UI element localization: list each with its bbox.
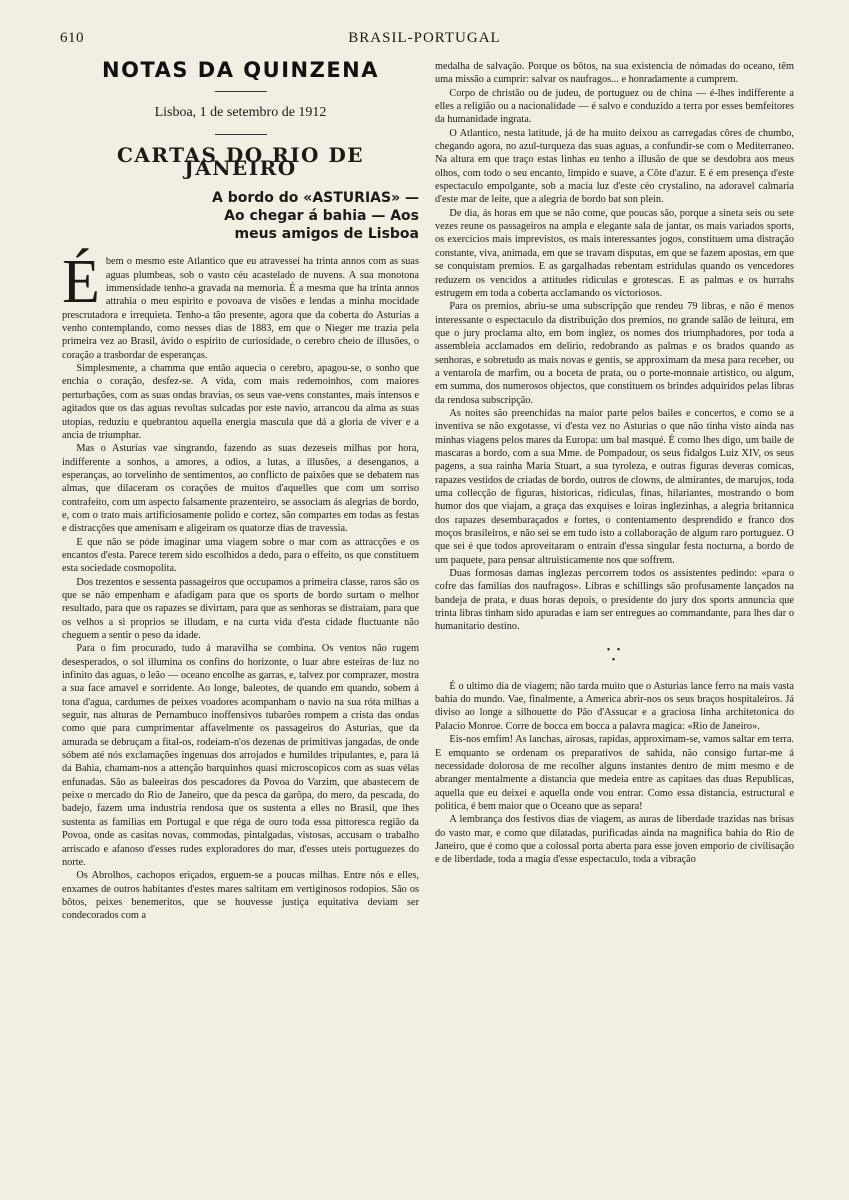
- paragraph: Corpo de christão ou de judeu, de portuguez ou de china — é-lhes indifferente a elles a religião ou a nacionalidade — é salvo e conduzido a terra por esses bemfeitores da humanidade ingrata.: [435, 87, 794, 126]
- subtitle-line: Ao chegar á bahia — Aos: [224, 208, 419, 225]
- left-column: [62, 60, 419, 923]
- paragraph: Simplesmente, a chamma que então aquecia o cerebro, apagou-se, o sonho que enchia o coração, desfez-se. A vida, com mais redemoinhos, com maiores perturbações, com as suas ondas bravias, os seus vae-vens constantes, mais intensos e agitados que os das aguas revoltas sulcadas por este navio, arrancou da alma as suas utopias, reduziu e quebrantou aquella energia mascula que dá a gloria de viver e a ancia de triumphar.: [62, 363, 419, 441]
- dateline: Lisboa, 1 de setembro de 1912: [154, 105, 327, 121]
- paragraph: Dos trezentos e sessenta passageiros que occupamos a primeira classe, raros são os que se não empenham e afadigam para que os sports de bordo surtam o melhor resultado, para que os rapazes se divirtam, para que as senhoras se distraiam, para que os velhos a si proprios se illudam, e na curta vida d'esta cidade fluctuante não cheguem a sentir o peso da idade.: [62, 576, 419, 641]
- paragraph: Duas formosas damas inglezas percorrem todos os assistentes pedindo: «para o cofre das familias dos naufragos». Libras e schillings são profusamente lançados na bandeja de prata, e duas horas depois, o presidente do jury dos sports annuncia que trinta libras tinham sido apuradas e iam ser entregues ao commandante, para lhes dar o humanitario destino.: [435, 568, 794, 633]
- drop-cap: É: [62, 248, 100, 317]
- subtitle-line: meus amigos de Lisboa: [234, 226, 419, 243]
- paragraph: Eis-nos emfim! As lanchas, airosas, rapidas, approximam-se, vamos saltar em terra. E emquanto se ordenam os preparativos de sahida, não consigo furtar-me á necessidade dolorosa de me recolher alguns instantes dentro de mim mesmo e de abranger mentalmente a distancia que medeia entre as capitaes das duas Republicas, aquella que eu deixei e aquella onde vou entrar. Como essa distancia, estructural e politica, é bem maior que o Oceano que as separa!: [435, 734, 794, 812]
- paragraph: [62, 248, 419, 362]
- subtitle-line: A bordo do «ASTURIAS» —: [212, 190, 419, 207]
- paragraph: Para os premios, abriu-se uma subscripção que rendeu 79 libras, e não é menos interessante o espectaculo da distribuição dos premios, no grande salão de leitura, em que o jury proclama alto, em bom inglez, os nomes dos triumphadores, por toda a assembleia acclamados em delirio, redobrando as palmas e os brados quando as senhoras, e sobretudo as mais novas e gentis, se approximam da mesa para receber, ou a ventarola de marfim, ou a boceta de prata, ou o porte-monnaie artistico, ou algum, em summa, dos numerosos objectos, que constituem os brindes adquiridos pelas libras da rendosa subscripção.: [435, 301, 794, 406]
- paragraph: E que não se póde imaginar uma viagem sobre o mar com as attracções e os encantos d'esta. Parece terem sido escolhidos a dedo, para o effeito, os que constituem esta sociedade cosmopolita.: [62, 536, 419, 575]
- paragraph: É o ultimo dia de viagem; não tarda muito que o Asturias lance ferro na mais vasta bahia do mundo. Vae, finalmente, a America abrir-nos os seus braços hospitaleiros. Já diviso ao longe a silhouette do Pão d'Assucar e a graciosa linha architetonica do Palacio Monroe. Corre de bocca em bocca a palavra magica: «Rio de Janeiro».: [435, 680, 794, 732]
- paragraph: A lembrança dos festivos dias de viagem, as auras de liberdade trazidas nas brisas do vasto mar, e como que dilatadas, purificadas ainda na magnifica bahia do Rio de Janeiro, que é como que a colossal porta aberta para esse joven emporio de civilisação e de liberdade, toda a magia d'esse espectaculo, toda a vibração: [435, 814, 794, 866]
- paragraph: Para o fim procurado, tudo á maravilha se combina. Os ventos não rugem desesperados, o sol illumina os confins do horizonte, o luar abre esteiras de luz no infinito das aguas, o leão — oceano encolhe as garras, e, talvez por comprazer, mostra a sua face amavel e sorridente. Ao longe, baleotes, de quando em quando, sobem á tona d'agua, cardumes de peixes voadores acompanham o navio na sua róta milhas a seguir, nas alturas de Pernambuco inoffensivos tubarões rompem a crista das ondas como que para cumprimentar affavelmente os passageiros do Asturias, que da amurada se debruçam a fital-os, rodeiam-n'os dezenas de primitivas jangadas, de onde sóbem até nós exclamações ingenuas dos arrojados e humildes tripulantes, e, para lá da Bahia, chamam-nos a attenção barquinhos quasi microscopicos com as suas vélas enfunadas. São as baleeiras dos pescadores da Povoa do Varzim, que abastecem de peixe o mercado do Rio de Janeiro, que da pesca da garôpa, do mero, da pescada, do badejo, fazem uma industria rendosa que os sustenta a elles no Brasil, que lhes sustenta as familias em Portugal e que réga de ouro toda essa pittoresca região da Povoa, onde as casitas novas, commodas, pintalgadas, vistosas, accusam o trabalho arriscado e afanoso d'esses rudes exploradores do mar, d'esses uteis portuguezes do norte.: [62, 643, 419, 868]
- paragraph: De dia, ás horas em que se não come, que poucas são, porque a sineta seis ou sete vezes reune os passageiros na ampla e elegante sala de jantar, os mais variados sports, os exercicios mais imprevistos, os mais interessantes jogos, constituem uma distração constante, viva, animada, em que se travam disputas, em que se fazem apostas, em que se conquistam premios. E as gargalhadas rebentam estridulas quando os vencedores reduzem os vencidos a attitudes ridiculas e grotescas. E as palmas e os hurrahs estrugem em toda a coberta acclamando os victoriosos.: [435, 207, 794, 299]
- divider: [215, 134, 267, 135]
- paragraph: O Atlantico, nesta latitude, já de ha muito deixou as carregadas côres de chumbo, chegando agora, no azul-turqueza das suas aguas, a confundir-se com o Mediterraneo. Na altura em que traço estas linhas eu tenho a illusão de que se desdobra aos meus olhos, com todo o seu encanto, limpido e suave, a Côte d'azur. E é em presença d'este espectaculo empolgante, sob a macia luz d'este céo crystalino, na adoravel calmaria d'este mar de leite, que a alegria de bordo bat son plein.: [435, 127, 794, 206]
- paragraph: medalha de salvação. Porque os bôtos, na sua existencia de nómadas do oceano, têm uma missão a cumprir: salvar os naufragos... e honradamente a cumprem.: [435, 61, 794, 86]
- paragraph: Mas o Asturias vae singrando, fazendo as suas dezeseis milhas por hora, indifferente a sonhos, a amores, a odios, a lutas, a illusões, a desenganos, a esperanças, ao torvelinho de sentimentos, ao conflicto de paixões que se debatem nas almas, que dilaceram os corações de muitos d'aquelles que com um sorriso contrafeito, com um aspecto falsamente prazenteiro, se associam ás alegrias de bordo, e, com o trato mais artificiosamente polido e cortez, são compartes em todas as festas e distracções que amenisam e aligeiram os quatorze dias de travessia.: [62, 443, 419, 535]
- page-number: 610: [60, 30, 84, 46]
- paragraph-text: bem o mesmo este Atlantico que eu atravessei ha trinta annos com as suas aguas plumbeas, sob o vasto céu acastelado de nuvens. A sua monotona immensidade tenho-a gravada na memoria. É a mesma que ha trinta annos attrahia o meu espirito e povoava de visões e lendas a minha mocidade prescrutadora e irrequieta. Tenho-a tão presente, agora que da coberta do Asturias a venho contemplando, como nesses dias de 1883, em que o Nieger me trazia pela primeira vez ao Brasil, ávido o espirito de curiosidade, o cerebro cheio de illusões, o coração a trasbordar de esperanças.: [62, 256, 419, 361]
- article-subtitle: [62, 189, 419, 243]
- running-head: BRASIL-PORTUGAL: [348, 30, 501, 46]
- divider: [215, 91, 267, 92]
- section-heading: NOTAS DA QUINZENA: [102, 58, 379, 82]
- right-column: [435, 60, 794, 867]
- article-title: CARTAS DO RIO DE JANEIRO: [116, 142, 365, 181]
- paragraph: Os Abrolhos, cachopos eriçados, erguem-se a poucas milhas. Entre nós e elles, enxames de outros habitantes d'estes mares saltitam em vertiginosos rodopios. São os bôtos, peixes benemeritos, que se houvesse justiça equitativa deviam ser condecorados com a: [62, 870, 419, 922]
- paragraph: As noites são preenchidas na maior parte pelos bailes e concertos, e como se a inventiva se não exgotasse, vi d'esta vez no Asturias o que não tinha visto ainda nas minhas viagens pelos mares da Europa: um bal masqué. É como lhes digo, um baile de mascaras a bordo, com a sua Mme. de Pompadour, os seus fidalgos Luiz XIV, os seus pagens, a sua rainha Maria Stuart, a sua tyroleza, e outras figuras deveras comicas, rapazes vestidos de criadas de bordo, outros de clowns, de almirantes, de marujos, toda uma collecção de figuras, historicas, ridiculas, finas, hilariantes, mostrando o bom humor dos que viajam, a graça das exquises e loiras inglezinhas, a alegria britannica dos rapazes desembaraçados e fortes, o contentamento desprendido e franco dos moços brasileiros, e não sei se em tudo isto a collaboração de algum raro portuguez. O que sei é que todos aproveitaram o entrain d'essa singular festa nocturna, a bordo de um paquete, para pensar altruisticamente nos que soffrem.: [435, 407, 794, 566]
- section-break-ornament: • • •: [606, 644, 623, 666]
